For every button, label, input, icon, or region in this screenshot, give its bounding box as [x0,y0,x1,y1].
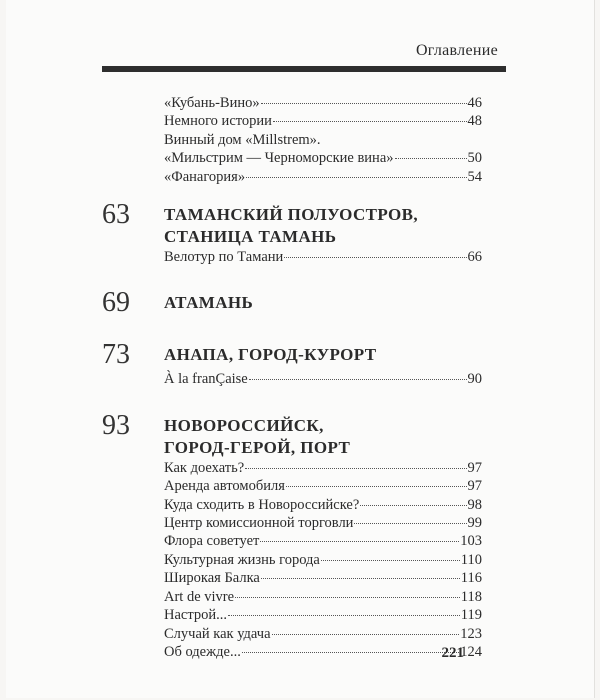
toc-entry [102,532,482,550]
chapter-title [164,340,377,366]
chapter-number: 63 [102,199,130,231]
toc-entry [102,149,482,167]
toc-entry [102,459,482,477]
entry-title: À la franÇaise [164,371,248,388]
toc-entry [102,168,482,186]
entry-title: «Мильстрим — Черноморские вина» [164,150,394,167]
dot-leader [321,560,460,561]
entry-page: 98 [467,496,482,513]
entry-title: Велотур по Тамани [164,249,284,266]
chapter-heading [102,340,482,370]
entry-title: Флора советует [164,533,260,550]
dot-leader [286,486,467,487]
dot-leader [261,578,460,579]
chapter-number: 73 [102,339,130,371]
dot-leader [246,177,466,178]
entry-page: 97 [467,478,482,495]
pre-entries [102,94,482,186]
chapter-title [164,200,418,248]
page-number: 221 [441,645,464,661]
toc-entry [102,514,482,532]
dot-leader [272,634,460,635]
book-page [6,0,595,698]
dot-leader [249,379,467,380]
entry-title: Широкая Балка [164,570,260,587]
entry-title: Немного истории [164,113,272,130]
toc-entry [102,370,482,388]
dot-leader [261,103,467,104]
entry-title: «Кубань-Вино» [164,95,260,111]
dot-leader [228,615,460,616]
chapter-title-line: ТАМАНСКИЙ ПОЛУОСТРОВ, [164,205,419,225]
entry-title: Куда сходить в Новороссийске? [164,496,360,513]
toc-entry [102,112,482,130]
entry-page: 46 [467,95,482,111]
chapter-title-line: АТАМАНЬ [164,293,254,313]
entry-title: Как доехать? [164,459,245,476]
chapter-heading [102,411,482,459]
dot-leader [360,505,466,506]
entry-title: Аренда автомобиля [164,478,285,495]
entry-title: Об одежде... [164,643,241,660]
dot-leader [284,257,466,258]
entry-page: 110 [460,551,482,568]
chapter-title-line: СТАНИЦА ТАМАНЬ [164,227,337,247]
chapter-title-line: НОВОРОССИЙСК, [164,415,324,435]
entry-page: 118 [460,588,482,605]
chapter-number: 69 [102,287,130,319]
toc-entry [102,248,482,266]
toc-entry [102,588,482,606]
toc-entry [102,131,482,149]
toc-entry [102,625,482,643]
dot-leader [354,523,466,524]
entry-title: Случай как удача [164,625,271,642]
entry-title: Настрой... [164,607,227,624]
header-rule [102,66,506,72]
chapter-heading [102,288,482,318]
dot-leader [245,468,466,469]
chapter-heading [102,200,482,248]
entry-title: «Фанагория» [164,168,246,185]
entry-page: 66 [467,249,482,266]
entry-page: 123 [460,625,482,642]
entry-page: 50 [467,150,482,167]
toc-entry [102,643,482,661]
entry-page: 48 [467,113,482,130]
chapter-title-line: АНАПА, ГОРОД-КУРОРТ [164,345,377,365]
entry-page: 99 [467,515,482,532]
entry-title: Центр комиссионной торговли [164,515,354,532]
running-head: Оглавление [415,42,498,59]
entry-title: Винный дом «Millstrem». [164,131,321,148]
toc-entry [102,551,482,569]
dot-leader [260,541,459,542]
entry-page: 54 [467,168,482,185]
dot-leader [273,121,467,122]
entry-page: 116 [460,570,482,587]
entry-title: Art de vivre [164,588,235,605]
chapter-title [164,411,350,459]
dot-leader [242,652,459,653]
toc-entry [102,496,482,514]
entry-page: 90 [467,371,482,388]
chapter-title-line: ГОРОД-ГЕРОЙ, ПОРТ [164,437,351,457]
toc-entry [102,477,482,495]
table-of-contents [102,94,482,661]
entry-page: 124 [460,643,482,660]
toc-entry [102,569,482,587]
entry-page: 97 [467,459,482,476]
entry-title: Культурная жизнь города [164,551,320,568]
toc-entry [102,94,482,112]
toc-entry [102,606,482,624]
entry-page: 119 [460,607,482,624]
entry-page: 103 [460,533,482,550]
chapter-number: 93 [102,409,130,441]
dot-leader [395,158,467,159]
dot-leader [235,597,460,598]
chapter-title [164,288,253,314]
